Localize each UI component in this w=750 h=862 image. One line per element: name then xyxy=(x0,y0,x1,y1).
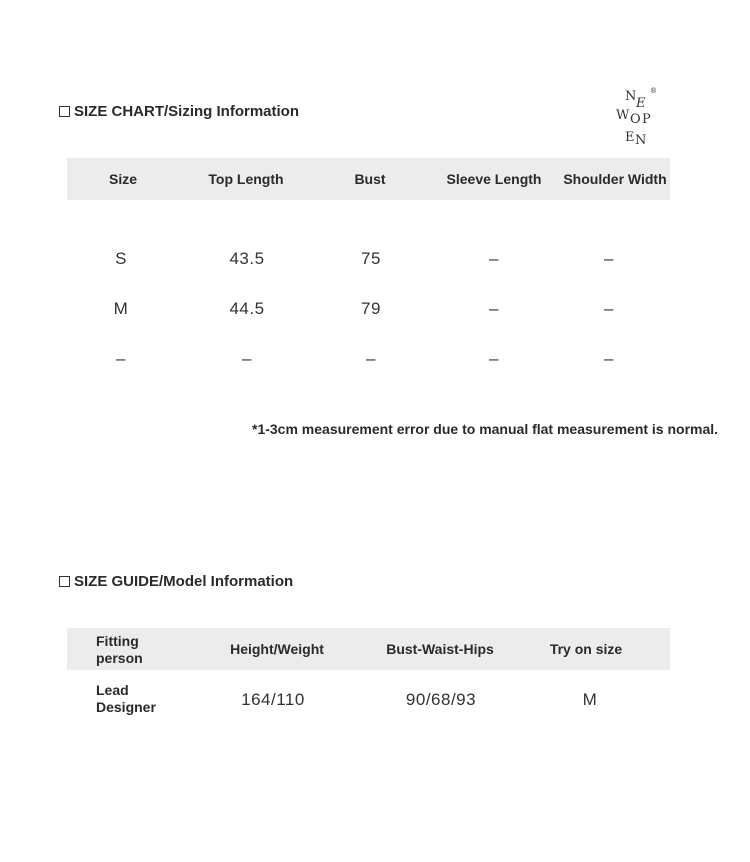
table-cell: – xyxy=(489,349,499,368)
size-chart-title: SIZE CHART/Sizing Information xyxy=(59,103,299,120)
header-height-weight: Height/Weight xyxy=(230,641,324,657)
table-cell: – xyxy=(366,349,376,368)
checkbox-icon xyxy=(59,106,70,117)
brand-logo: N E W O P E N ® xyxy=(616,87,657,148)
table-cell: – xyxy=(489,299,499,318)
table-cell: 44.5 xyxy=(229,299,265,318)
model-name: Lead Designer xyxy=(96,682,156,715)
table-cell: 43.5 xyxy=(229,249,265,268)
header-shoulder-width: Shoulder Width xyxy=(563,171,667,187)
table-cell: S xyxy=(115,249,127,268)
header-bust-waist-hips: Bust-Waist-Hips xyxy=(386,641,494,657)
header-bust: Bust xyxy=(354,171,386,187)
model-try-on-size: M xyxy=(582,690,598,709)
header-top-length: Top Length xyxy=(208,171,284,187)
model-measurements: 90/68/93 xyxy=(405,690,477,709)
table-cell: 79 xyxy=(361,299,381,318)
table-cell: 75 xyxy=(361,249,381,268)
header-sleeve-length: Sleeve Length xyxy=(446,171,542,187)
table-cell: – xyxy=(489,249,499,268)
table-cell: – xyxy=(604,249,614,268)
size-guide-title: SIZE GUIDE/Model Information xyxy=(59,573,293,590)
header-try-on-size: Try on size xyxy=(549,641,623,657)
header-fitting-person: Fitting person xyxy=(96,633,143,666)
table-cell: M xyxy=(113,299,129,318)
table-cell: – xyxy=(604,349,614,368)
measurement-note: *1-3cm measurement error due to manual flat measurement is normal. xyxy=(252,421,719,437)
header-size: Size xyxy=(108,171,138,187)
table-cell: – xyxy=(116,349,126,368)
table-cell: – xyxy=(242,349,252,368)
model-height-weight: 164/110 xyxy=(241,690,305,709)
checkbox-icon xyxy=(59,576,70,587)
table-cell: – xyxy=(604,299,614,318)
